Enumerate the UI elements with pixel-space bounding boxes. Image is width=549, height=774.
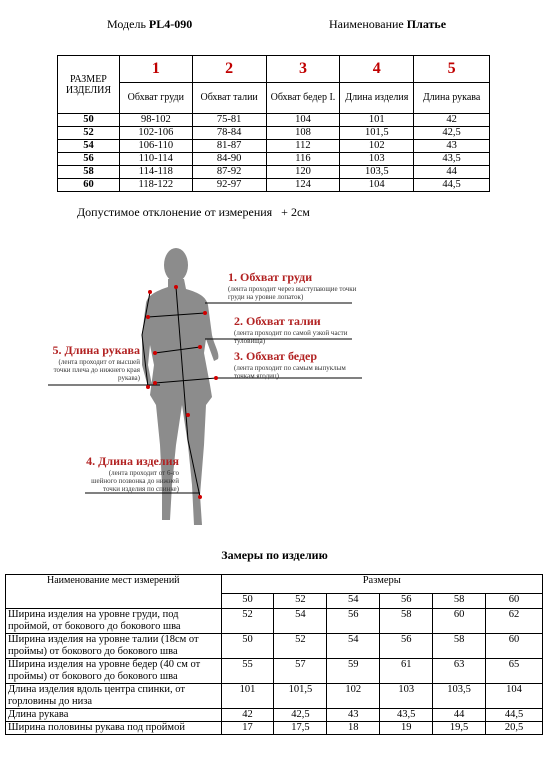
value-cell: 19: [380, 722, 433, 735]
size-cell: 54: [58, 140, 120, 153]
size-cell: 58: [58, 166, 120, 179]
value-cell: 103: [340, 153, 414, 166]
value-cell: 104: [486, 684, 543, 709]
value-cell: 102-106: [119, 127, 192, 140]
value-cell: 60: [486, 634, 543, 659]
column-header: Обхват груди: [119, 83, 192, 114]
table-row: [6, 722, 543, 735]
size-header-cell: 58: [433, 594, 486, 609]
label-note: (лента проходит через выступающие точки груди на уровне лопаток): [228, 285, 357, 301]
size-cell: 56: [58, 153, 120, 166]
column-header: Обхват талии: [192, 83, 266, 114]
value-cell: 42: [221, 709, 274, 722]
value-cell: 19,5: [433, 722, 486, 735]
value-cell: 43,5: [414, 153, 490, 166]
value-cell: 87-92: [192, 166, 266, 179]
value-cell: 103: [380, 684, 433, 709]
value-cell: 124: [266, 179, 340, 192]
value-cell: 118-122: [119, 179, 192, 192]
value-cell: 44: [414, 166, 490, 179]
size-table: [57, 55, 490, 192]
table-row: [58, 153, 490, 166]
value-cell: 56: [380, 634, 433, 659]
measure-name: Длина изделия вдоль центра спинки, от горловины до низа: [6, 684, 222, 709]
value-cell: 101,5: [340, 127, 414, 140]
label-waist: [234, 314, 354, 345]
model-code: PL4-090: [148, 17, 193, 31]
value-cell: 75-81: [192, 114, 266, 127]
column-header: Длина рукава: [414, 83, 490, 114]
name-prefix: Наименование: [329, 17, 404, 31]
value-cell: 43: [327, 709, 380, 722]
value-cell: 54: [327, 634, 380, 659]
model-heading: [107, 17, 192, 32]
label-title: 4. Длина изделия: [86, 454, 179, 468]
value-cell: 42,5: [414, 127, 490, 140]
column-number: 1: [119, 56, 192, 83]
value-cell: 101,5: [274, 684, 327, 709]
value-cell: 101: [221, 684, 274, 709]
value-cell: 58: [380, 609, 433, 634]
column-number: 5: [414, 56, 490, 83]
value-cell: 52: [221, 609, 274, 634]
label-chest: [228, 270, 358, 301]
table-row: [6, 609, 543, 634]
label-title: 2. Обхват талии: [234, 314, 321, 328]
table-row: [6, 709, 543, 722]
label-title: 5. Длина рукава: [52, 343, 140, 357]
table-row: [6, 634, 543, 659]
table-row: [6, 684, 543, 709]
value-cell: 120: [266, 166, 340, 179]
size-header-cell: 50: [221, 594, 274, 609]
label-note: (лента проходит от 6-го шейного позвонка до нижней точки изделия по спинке): [91, 469, 179, 493]
table-row: [58, 127, 490, 140]
product-table: [5, 574, 543, 735]
value-cell: 50: [221, 634, 274, 659]
value-cell: 42,5: [274, 709, 327, 722]
value-cell: 65: [486, 659, 543, 684]
table-row: [58, 179, 490, 192]
value-cell: 52: [274, 634, 327, 659]
value-cell: 44,5: [486, 709, 543, 722]
value-cell: 54: [274, 609, 327, 634]
value-cell: 44,5: [414, 179, 490, 192]
label-title: 1. Обхват груди: [228, 270, 313, 284]
value-cell: 56: [327, 609, 380, 634]
size-header-cell: 54: [327, 594, 380, 609]
size-header-cell: 60: [486, 594, 543, 609]
size-cell: 60: [58, 179, 120, 192]
value-cell: 81-87: [192, 140, 266, 153]
value-cell: 42: [414, 114, 490, 127]
product-table-corner: Наименование мест измерений: [6, 575, 222, 609]
measure-name: Ширина изделия на уровне талии (18см от проймы) от бокового до бокового шва: [6, 634, 222, 659]
value-cell: 104: [340, 179, 414, 192]
column-number: 4: [340, 56, 414, 83]
label-title: 3. Обхват бедер: [234, 349, 318, 363]
product-name-heading: [329, 17, 446, 32]
size-cell: 50: [58, 114, 120, 127]
product-name: Платье: [406, 17, 447, 31]
value-cell: 112: [266, 140, 340, 153]
label-hips: [234, 349, 359, 380]
value-cell: 61: [380, 659, 433, 684]
sizes-header: Размеры: [221, 575, 542, 594]
measure-name: Длина рукава: [6, 709, 222, 722]
value-cell: 17: [221, 722, 274, 735]
size-cell: 52: [58, 127, 120, 140]
value-cell: 84-90: [192, 153, 266, 166]
size-table-corner: РАЗМЕР ИЗДЕЛИЯ: [58, 56, 120, 114]
value-cell: 116: [266, 153, 340, 166]
column-header: Длина изделия: [340, 83, 414, 114]
value-cell: 18: [327, 722, 380, 735]
product-table-title: Замеры по изделию: [221, 548, 328, 562]
size-header-cell: 56: [380, 594, 433, 609]
value-cell: 57: [274, 659, 327, 684]
table-row: [58, 114, 490, 127]
table-row: [58, 140, 490, 153]
label-note: (лента проходит по самым выпуклым точкам ягодиц): [234, 364, 346, 380]
size-header-cell: 52: [274, 594, 327, 609]
value-cell: 103,5: [340, 166, 414, 179]
value-cell: 78-84: [192, 127, 266, 140]
measure-name: Ширина изделия на уровне груди, под проймой, от бокового до бокового шва: [6, 609, 222, 634]
value-cell: 44: [433, 709, 486, 722]
tolerance-note: Допустимое отклонение от измерения + 2см: [77, 205, 310, 219]
value-cell: 108: [266, 127, 340, 140]
value-cell: 60: [433, 609, 486, 634]
value-cell: 20,5: [486, 722, 543, 735]
value-cell: 110-114: [119, 153, 192, 166]
value-cell: 55: [221, 659, 274, 684]
column-number: 2: [192, 56, 266, 83]
value-cell: 62: [486, 609, 543, 634]
column-number: 3: [266, 56, 340, 83]
value-cell: 103,5: [433, 684, 486, 709]
table-row: [6, 659, 543, 684]
value-cell: 102: [327, 684, 380, 709]
value-cell: 43: [414, 140, 490, 153]
value-cell: 104: [266, 114, 340, 127]
value-cell: 98-102: [119, 114, 192, 127]
table-row: [58, 166, 490, 179]
measure-name: Ширина изделия на уровне бедер (40 см от проймы) от бокового до бокового шва: [6, 659, 222, 684]
value-cell: 102: [340, 140, 414, 153]
model-prefix: Модель: [107, 17, 146, 31]
label-length: [84, 454, 179, 493]
label-note: (лента проходит от высшей точки плеча до нижнего края рукава): [53, 358, 140, 382]
value-cell: 58: [433, 634, 486, 659]
value-cell: 63: [433, 659, 486, 684]
measure-name: Ширина половины рукава под проймой: [6, 722, 222, 735]
value-cell: 114-118: [119, 166, 192, 179]
value-cell: 43,5: [380, 709, 433, 722]
value-cell: 101: [340, 114, 414, 127]
column-header: Обхват бедер I.: [266, 83, 340, 114]
value-cell: 59: [327, 659, 380, 684]
value-cell: 106-110: [119, 140, 192, 153]
value-cell: 17,5: [274, 722, 327, 735]
label-sleeve: [50, 343, 140, 382]
label-note: (лента проходит по самой узкой части туловища): [234, 329, 348, 345]
value-cell: 92-97: [192, 179, 266, 192]
